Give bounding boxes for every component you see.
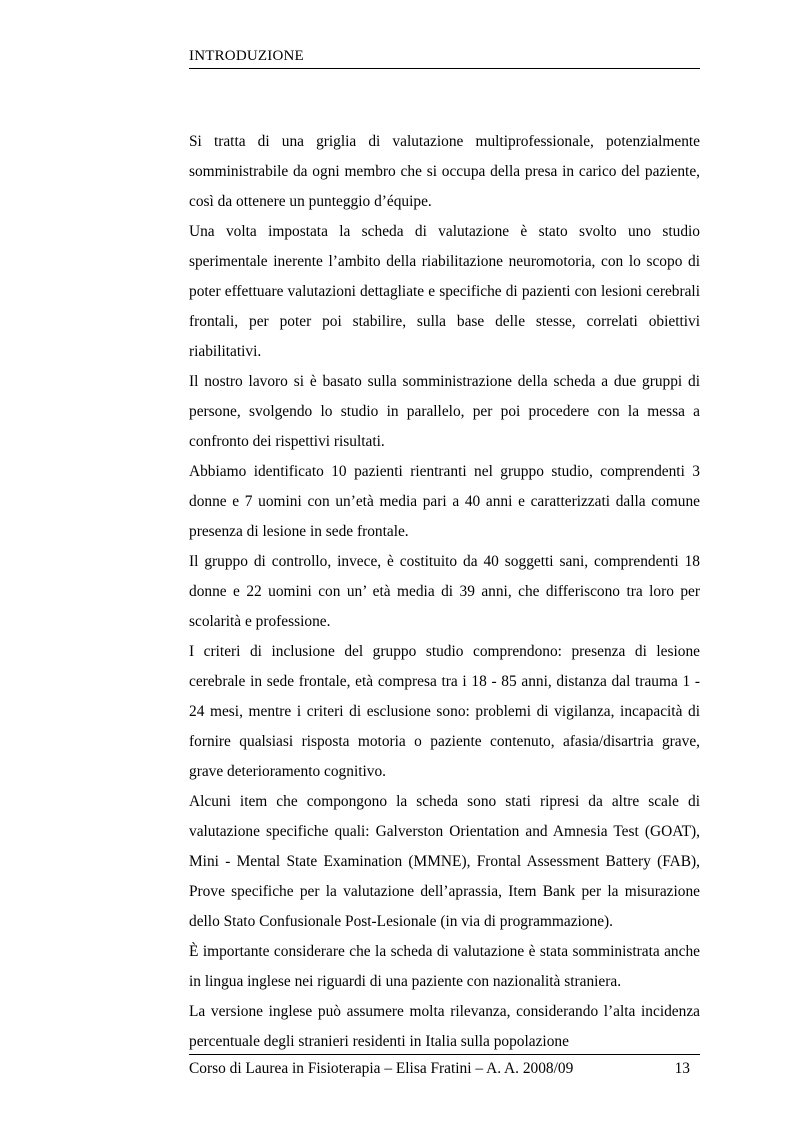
paragraph: Una volta impostata la scheda di valutazione è stato svolto uno studio sperimentale inerente l’ambito della riabilitazione neuromotoria, con lo scopo di poter effettuare valutazioni dettagliate e specifiche di pazienti con lesioni cerebrali frontali, per poter poi stabilire, sulla base delle stesse, correlati obiettivi riabilitativi. <box>189 223 700 360</box>
paragraph: È importante considerare che la scheda di valutazione è stata somministrata anche in lingua inglese nei riguardi di una paziente con nazionalità straniera. <box>189 943 700 990</box>
page-header <box>189 46 700 69</box>
paragraph: Si tratta di una griglia di valutazione multiprofessionale, potenzialmente somministrabile da ogni membro che si occupa della presa in carico del paziente, così da ottenere un punteggio d’équipe. <box>189 133 700 210</box>
paragraph: Abbiamo identificato 10 pazienti rientranti nel gruppo studio, comprendenti 3 donne e 7 uomini con un’età media pari a 40 anni e caratterizzati dalla comune presenza di lesione in sede frontale. <box>189 463 700 540</box>
paragraph: La versione inglese può assumere molta rilevanza, considerando l’alta incidenza percentuale degli stranieri residenti in Italia sulla popolazione <box>189 1003 700 1050</box>
paragraph: Il nostro lavoro si è basato sulla somministrazione della scheda a due gruppi di persone, svolgendo lo studio in parallelo, per poi procedere con la messa a confronto dei rispettivi risultati. <box>189 373 700 450</box>
body-text <box>189 127 700 1057</box>
paragraph: Alcuni item che compongono la scheda sono stati ripresi da altre scale di valutazione specifiche quali: Galverston Orientation and Amnesia Test (GOAT), Mini - Mental State Examination (MMNE), Frontal Assessment Battery (FAB), Prove specifiche per la valutazione dell’aprassia, Item Bank per la misurazione dello Stato Confusionale Post-Lesionale (in via di programmazione). <box>189 793 700 930</box>
paragraph: I criteri di inclusione del gruppo studio comprendono: presenza di lesione cerebrale in sede frontale, età compresa tra i 18 - 85 anni, distanza dal trauma 1 - 24 mesi, mentre i criteri di esclusione sono: problemi di vigilanza, incapacità di fornire qualsiasi risposta motoria o paziente contenuto, afasia/disartria grave, grave deterioramento cognitivo. <box>189 643 700 780</box>
paragraph: Il gruppo di controllo, invece, è costituito da 40 soggetti sani, comprendenti 18 donne e 22 uomini con un’ età media di 39 anni, che differiscono tra loro per scolarità e professione. <box>189 553 700 630</box>
page-number: 13 <box>674 1060 690 1077</box>
header-title: INTRODUZIONE <box>189 48 304 64</box>
page-footer <box>189 1054 700 1077</box>
footer-text: Corso di Laurea in Fisioterapia – Elisa Fratini – A. A. 2008/09 <box>189 1060 574 1077</box>
